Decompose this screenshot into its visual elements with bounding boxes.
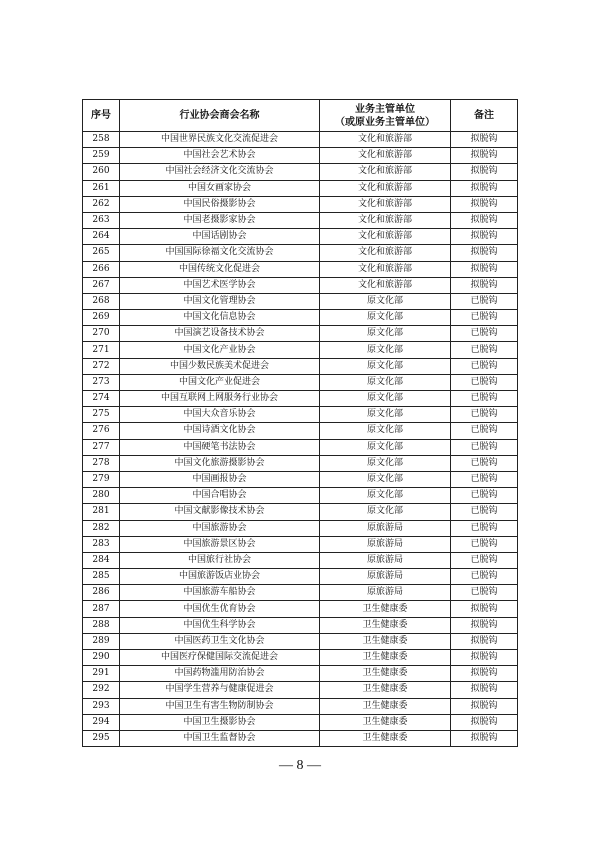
table-row xyxy=(83,504,518,520)
table-row xyxy=(83,650,518,666)
row-note: 已脱钩 xyxy=(451,374,518,390)
row-seq: 280 xyxy=(83,488,120,504)
row-dept: 卫生健康委 xyxy=(320,666,451,682)
table-row xyxy=(83,585,518,601)
row-dept: 原旅游局 xyxy=(320,552,451,568)
row-name: 中国少数民族美术促进会 xyxy=(120,358,320,374)
row-name: 中国演艺设备技术协会 xyxy=(120,326,320,342)
table-row xyxy=(83,229,518,245)
row-seq: 270 xyxy=(83,326,120,342)
row-dept: 原文化部 xyxy=(320,326,451,342)
row-dept: 卫生健康委 xyxy=(320,730,451,746)
row-seq: 281 xyxy=(83,504,120,520)
row-dept: 原文化部 xyxy=(320,407,451,423)
table-row xyxy=(83,714,518,730)
row-dept: 文化和旅游部 xyxy=(320,229,451,245)
row-name: 中国医药卫生文化协会 xyxy=(120,633,320,649)
row-name: 中国卫生摄影协会 xyxy=(120,714,320,730)
row-seq: 268 xyxy=(83,293,120,309)
row-seq: 260 xyxy=(83,164,120,180)
row-seq: 292 xyxy=(83,682,120,698)
table-row xyxy=(83,439,518,455)
row-note: 已脱钩 xyxy=(451,585,518,601)
row-dept: 原文化部 xyxy=(320,488,451,504)
row-note: 已脱钩 xyxy=(451,423,518,439)
row-note: 拟脱钩 xyxy=(451,132,518,148)
table-row xyxy=(83,682,518,698)
row-name: 中国社会艺术协会 xyxy=(120,148,320,164)
row-seq: 289 xyxy=(83,633,120,649)
row-name: 中国社会经济文化交流协会 xyxy=(120,164,320,180)
row-dept: 原文化部 xyxy=(320,391,451,407)
row-dept: 文化和旅游部 xyxy=(320,261,451,277)
row-seq: 269 xyxy=(83,310,120,326)
table-row xyxy=(83,374,518,390)
table-row xyxy=(83,407,518,423)
association-table xyxy=(82,99,518,747)
table-row xyxy=(83,633,518,649)
row-seq: 278 xyxy=(83,455,120,471)
row-dept: 卫生健康委 xyxy=(320,714,451,730)
row-note: 已脱钩 xyxy=(451,569,518,585)
table-row xyxy=(83,277,518,293)
row-seq: 282 xyxy=(83,520,120,536)
table-row xyxy=(83,488,518,504)
table-row xyxy=(83,245,518,261)
row-dept: 文化和旅游部 xyxy=(320,196,451,212)
table-row xyxy=(83,471,518,487)
row-dept: 文化和旅游部 xyxy=(320,132,451,148)
row-name: 中国文化产业协会 xyxy=(120,342,320,358)
row-note: 拟脱钩 xyxy=(451,601,518,617)
page-number: — 8 — xyxy=(279,758,321,773)
row-seq: 286 xyxy=(83,585,120,601)
row-note: 已脱钩 xyxy=(451,455,518,471)
row-name: 中国医疗保健国际交流促进会 xyxy=(120,650,320,666)
row-note: 拟脱钩 xyxy=(451,245,518,261)
row-dept: 原文化部 xyxy=(320,439,451,455)
row-name: 中国画报协会 xyxy=(120,471,320,487)
row-seq: 266 xyxy=(83,261,120,277)
row-seq: 276 xyxy=(83,423,120,439)
row-seq: 265 xyxy=(83,245,120,261)
table-row xyxy=(83,261,518,277)
row-note: 已脱钩 xyxy=(451,326,518,342)
row-seq: 290 xyxy=(83,650,120,666)
header-note: 备注 xyxy=(451,100,518,132)
row-note: 已脱钩 xyxy=(451,358,518,374)
row-note: 已脱钩 xyxy=(451,504,518,520)
row-note: 已脱钩 xyxy=(451,342,518,358)
table-row xyxy=(83,358,518,374)
row-name: 中国老摄影家协会 xyxy=(120,212,320,228)
row-dept: 原文化部 xyxy=(320,423,451,439)
row-seq: 263 xyxy=(83,212,120,228)
row-note: 拟脱钩 xyxy=(451,229,518,245)
row-note: 已脱钩 xyxy=(451,471,518,487)
row-dept: 原文化部 xyxy=(320,293,451,309)
table-row xyxy=(83,730,518,746)
table-row xyxy=(83,391,518,407)
row-name: 中国艺术医学协会 xyxy=(120,277,320,293)
table-row xyxy=(83,569,518,585)
row-dept: 原旅游局 xyxy=(320,569,451,585)
row-name: 中国世界民族文化交流促进会 xyxy=(120,132,320,148)
row-note: 拟脱钩 xyxy=(451,261,518,277)
row-dept: 文化和旅游部 xyxy=(320,245,451,261)
table-row xyxy=(83,212,518,228)
row-dept: 原旅游局 xyxy=(320,536,451,552)
row-dept: 卫生健康委 xyxy=(320,633,451,649)
table-row xyxy=(83,698,518,714)
row-seq: 277 xyxy=(83,439,120,455)
row-name: 中国文化旅游摄影协会 xyxy=(120,455,320,471)
row-note: 已脱钩 xyxy=(451,310,518,326)
row-seq: 293 xyxy=(83,698,120,714)
row-seq: 262 xyxy=(83,196,120,212)
row-note: 拟脱钩 xyxy=(451,164,518,180)
row-seq: 258 xyxy=(83,132,120,148)
row-seq: 279 xyxy=(83,471,120,487)
table-row xyxy=(83,132,518,148)
row-note: 已脱钩 xyxy=(451,520,518,536)
row-name: 中国卫生有害生物防制协会 xyxy=(120,698,320,714)
header-name: 行业协会商会名称 xyxy=(120,100,320,132)
row-dept: 卫生健康委 xyxy=(320,617,451,633)
table-row xyxy=(83,423,518,439)
row-dept: 原文化部 xyxy=(320,310,451,326)
row-name: 中国诗酒文化协会 xyxy=(120,423,320,439)
row-dept: 原文化部 xyxy=(320,342,451,358)
row-dept: 文化和旅游部 xyxy=(320,212,451,228)
row-dept: 原文化部 xyxy=(320,504,451,520)
row-seq: 273 xyxy=(83,374,120,390)
row-name: 中国卫生监督协会 xyxy=(120,730,320,746)
row-seq: 271 xyxy=(83,342,120,358)
row-seq: 264 xyxy=(83,229,120,245)
row-note: 拟脱钩 xyxy=(451,180,518,196)
table-row xyxy=(83,342,518,358)
row-name: 中国硬笔书法协会 xyxy=(120,439,320,455)
table-row xyxy=(83,552,518,568)
row-seq: 285 xyxy=(83,569,120,585)
row-name: 中国旅游车船协会 xyxy=(120,585,320,601)
row-name: 中国国际徐福文化交流协会 xyxy=(120,245,320,261)
row-note: 已脱钩 xyxy=(451,391,518,407)
row-note: 拟脱钩 xyxy=(451,682,518,698)
table-row xyxy=(83,326,518,342)
row-dept: 卫生健康委 xyxy=(320,650,451,666)
table-row xyxy=(83,520,518,536)
row-seq: 294 xyxy=(83,714,120,730)
row-seq: 291 xyxy=(83,666,120,682)
row-note: 已脱钩 xyxy=(451,407,518,423)
table-row xyxy=(83,180,518,196)
row-note: 已脱钩 xyxy=(451,536,518,552)
row-name: 中国大众音乐协会 xyxy=(120,407,320,423)
row-seq: 288 xyxy=(83,617,120,633)
row-seq: 267 xyxy=(83,277,120,293)
row-dept: 卫生健康委 xyxy=(320,698,451,714)
row-name: 中国文献影像技术协会 xyxy=(120,504,320,520)
row-name: 中国文化信息协会 xyxy=(120,310,320,326)
table-row xyxy=(83,601,518,617)
row-name: 中国学生营养与健康促进会 xyxy=(120,682,320,698)
table-row xyxy=(83,148,518,164)
row-dept: 文化和旅游部 xyxy=(320,148,451,164)
row-note: 已脱钩 xyxy=(451,552,518,568)
row-seq: 275 xyxy=(83,407,120,423)
row-dept: 原旅游局 xyxy=(320,520,451,536)
row-seq: 283 xyxy=(83,536,120,552)
row-seq: 261 xyxy=(83,180,120,196)
row-name: 中国文化产业促进会 xyxy=(120,374,320,390)
table-row xyxy=(83,164,518,180)
row-dept: 原文化部 xyxy=(320,471,451,487)
row-name: 中国传统文化促进会 xyxy=(120,261,320,277)
row-note: 拟脱钩 xyxy=(451,650,518,666)
table-row xyxy=(83,617,518,633)
row-note: 拟脱钩 xyxy=(451,617,518,633)
row-dept: 原文化部 xyxy=(320,374,451,390)
row-seq: 274 xyxy=(83,391,120,407)
header-dept-line1: 业务主管单位 xyxy=(355,103,415,115)
row-note: 拟脱钩 xyxy=(451,633,518,649)
table-row xyxy=(83,196,518,212)
table-row xyxy=(83,536,518,552)
row-note: 拟脱钩 xyxy=(451,730,518,746)
row-name: 中国旅行社协会 xyxy=(120,552,320,568)
row-name: 中国药物滥用防治协会 xyxy=(120,666,320,682)
row-dept: 文化和旅游部 xyxy=(320,164,451,180)
row-dept: 文化和旅游部 xyxy=(320,277,451,293)
row-name: 中国旅游景区协会 xyxy=(120,536,320,552)
table-row xyxy=(83,455,518,471)
row-name: 中国合唱协会 xyxy=(120,488,320,504)
row-name: 中国互联网上网服务行业协会 xyxy=(120,391,320,407)
table-header-row xyxy=(83,100,518,132)
header-dept xyxy=(320,100,451,132)
row-seq: 272 xyxy=(83,358,120,374)
row-dept: 文化和旅游部 xyxy=(320,180,451,196)
row-seq: 295 xyxy=(83,730,120,746)
row-note: 拟脱钩 xyxy=(451,714,518,730)
row-note: 已脱钩 xyxy=(451,488,518,504)
row-dept: 原旅游局 xyxy=(320,585,451,601)
row-seq: 284 xyxy=(83,552,120,568)
header-dept-line2: （或原业务主管单位） xyxy=(335,116,435,128)
row-dept: 原文化部 xyxy=(320,358,451,374)
row-note: 拟脱钩 xyxy=(451,666,518,682)
row-name: 中国文化管理协会 xyxy=(120,293,320,309)
table-row xyxy=(83,310,518,326)
row-dept: 原文化部 xyxy=(320,455,451,471)
row-name: 中国民俗摄影协会 xyxy=(120,196,320,212)
row-name: 中国优生优育协会 xyxy=(120,601,320,617)
row-name: 中国优生科学协会 xyxy=(120,617,320,633)
row-seq: 287 xyxy=(83,601,120,617)
row-dept: 卫生健康委 xyxy=(320,601,451,617)
row-name: 中国女画家协会 xyxy=(120,180,320,196)
row-note: 拟脱钩 xyxy=(451,196,518,212)
header-seq: 序号 xyxy=(83,100,120,132)
table-row xyxy=(83,666,518,682)
row-dept: 卫生健康委 xyxy=(320,682,451,698)
row-name: 中国旅游饭店业协会 xyxy=(120,569,320,585)
row-note: 拟脱钩 xyxy=(451,277,518,293)
row-note: 拟脱钩 xyxy=(451,212,518,228)
row-note: 已脱钩 xyxy=(451,293,518,309)
row-note: 拟脱钩 xyxy=(451,698,518,714)
table-row xyxy=(83,293,518,309)
row-name: 中国旅游协会 xyxy=(120,520,320,536)
row-note: 拟脱钩 xyxy=(451,148,518,164)
row-seq: 259 xyxy=(83,148,120,164)
row-note: 已脱钩 xyxy=(451,439,518,455)
row-name: 中国话剧协会 xyxy=(120,229,320,245)
